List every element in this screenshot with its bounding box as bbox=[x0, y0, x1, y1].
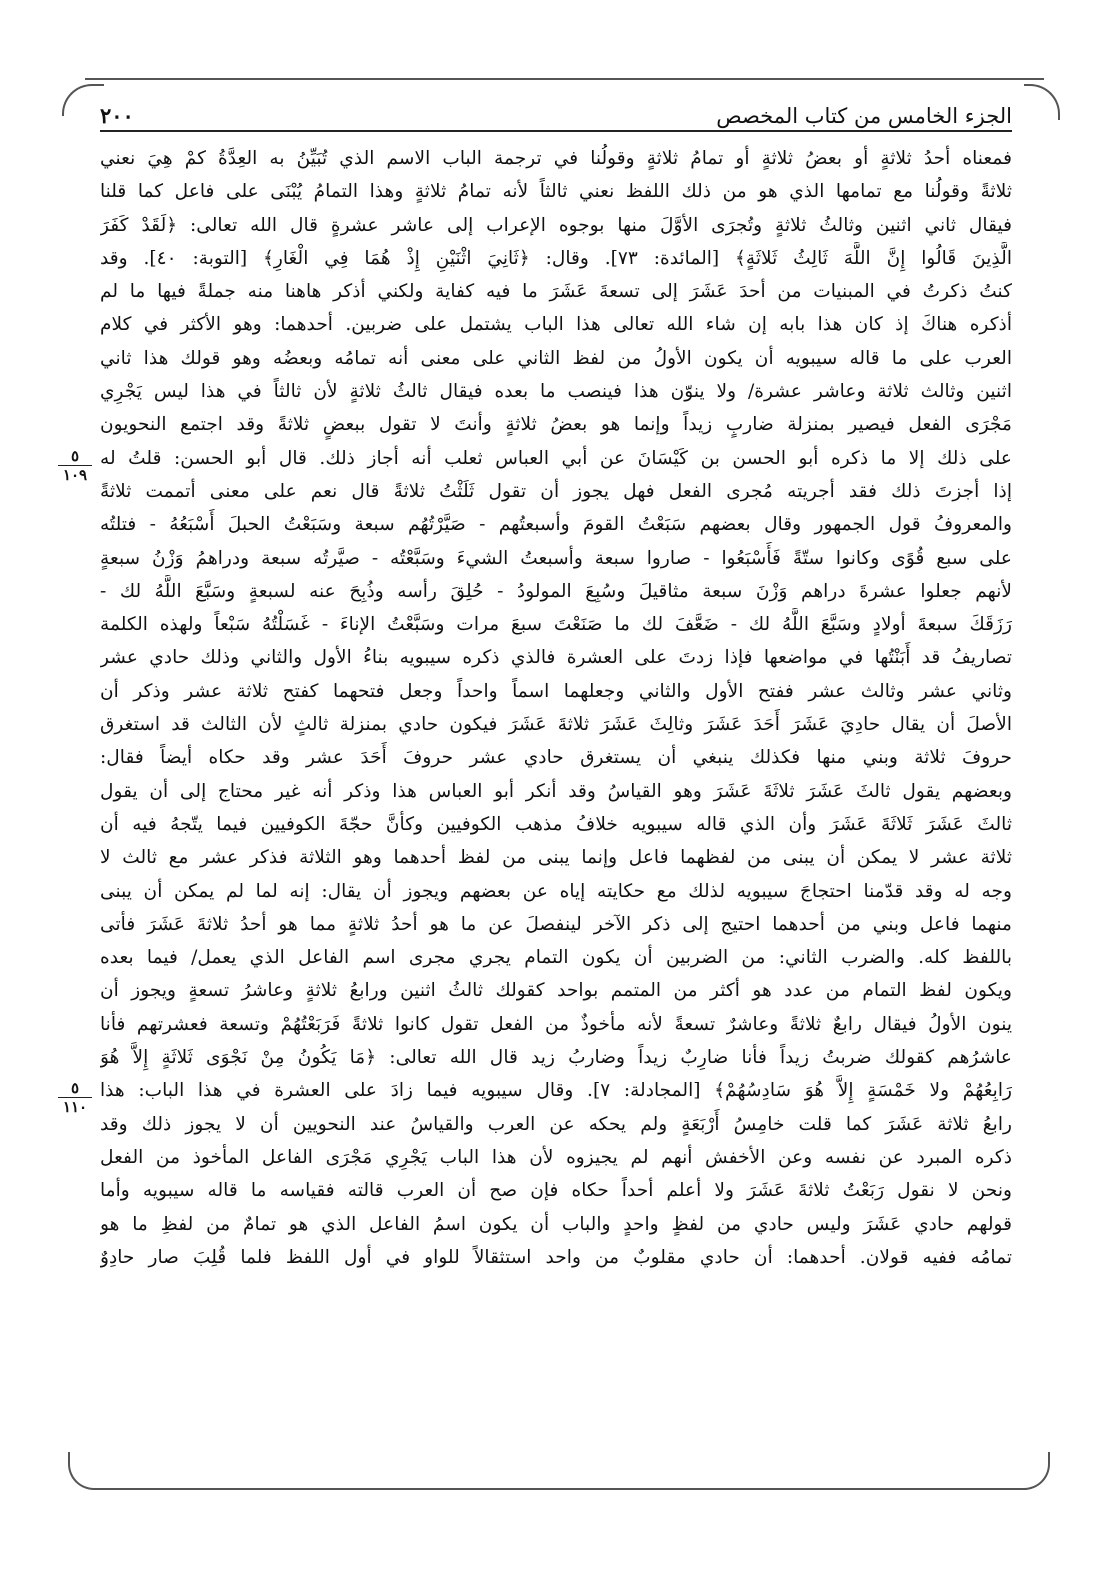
frame-top-rule bbox=[85, 78, 1044, 80]
header-rule bbox=[100, 130, 1012, 132]
text-line: باللفظ كله. والضرب الثاني: من الضربين أن يكون التمام يجري مجرى اسم الفاعل الذي يعمل/ فيما بعده bbox=[100, 947, 1012, 969]
text-line: ينون الأولُ فيقال رابعٌ ثلاثةً وعاشرٌ تسعةً لأنه مأخوذٌ من الفعل تقول كانوا ثلاثةً فَرَبَعْتُهُمْ وتسعة فعشرتهم فأنا bbox=[100, 1013, 1012, 1035]
text-line: لأنهم جعلوا عشرةَ دراهم وَزْنَ سبعة مثاقيلَ وسُبِعَ المولودُ - حُلِقَ رأسه وذُبِحَ عنه لسبعةٍ وسَبَّعَ اللَّهُ لك - bbox=[100, 580, 1012, 602]
margin-folio-note: ٥ ١١٠ bbox=[58, 1080, 92, 1115]
text-line: ثلاثة عشر لا يمكن أن يبنى من لفظهما فاعل وإنما يبنى من لفظ أحدهما وهو الثلاثة فذكر عشر مع ثالث لا bbox=[100, 847, 1012, 869]
text-line: عاشرُهم كقولك ضربتُ زيداً فأنا ضارِبٌ زيداً وضاربُ زيد قال الله تعالى: ﴿مَا يَكُونُ مِنْ نَجْوَى ثَلاثَةٍ إِلاَّ هُوَ bbox=[100, 1047, 1012, 1069]
text-line: منهما فاعل وبني من أحدهما احتيج إلى ذكر الآخر لينفصلَ عن ما هو أحدُ ثلاثةٍ مما هو أحدُ ثلاثةَ عَشَرَ فأتى bbox=[100, 913, 1012, 935]
text-line: رابعُ ثلاثة عَشَرَ كما قلت خامِسُ أَرْبَعَةٍ ولم يحكه عن العرب والقياسُ عند النحويين أن لا يجوز ذلك وقد bbox=[100, 1113, 1012, 1135]
margin-folio-note: ٥ ١٠٩ bbox=[58, 448, 92, 483]
text-line: ثالثَ عَشَرَ ثَلاثَةَ عَشَرَ وأن الذي قاله سيبويه خلافُ مذهب الكوفيين وكأنَّ حجّةَ الكوفيين فيما يتّجهُ فيه أن bbox=[100, 813, 1012, 835]
text-line: وجه له وقد قدّمنا احتجاجَ سيبويه لذلك مع حكايته إياه عن بعضهم ويجوز أن يقال: إنه لما لم يمكن أن يبنى bbox=[100, 880, 1012, 902]
text-line: رَابِعُهُمْ ولا خَمْسَةٍ إِلاَّ هُوَ سَادِسُهُمْ﴾ [المجادلة: ٧]. وقال سيبويه فيما زادَ على العشرة في هذا الباب: هذا bbox=[100, 1080, 1012, 1102]
text-line: وثاني عشر وثالث عشر ففتح الأول والثاني وجعلهما اسماً واحداً وجعل فتحهما كفتح ثلاثة عشر وذكر أن bbox=[100, 680, 1012, 702]
text-line: ذكره المبرد عن نفسه وعن الأخفش أنهم لم يجيزوه لأن هذا الباب يَجْرِي مَجْرَى الفاعل المأخوذ من الفعل bbox=[100, 1146, 1012, 1168]
text-line: مَجْرَى الفعل فيصير بمنزلة ضاربٍ زيداً وإنما هو بعضُ ثلاثةٍ وأنتَ لا تقول ببعضٍ ثلاثةً وقد اجتمع النحويون bbox=[100, 414, 1012, 436]
text-line: اثنين وثالث ثلاثة وعاشر عشرة/ ولا ينوّن هذا فينصب ما بعده فيقال ثالثُ ثلاثةٍ لأن ثالثاً في هذا ليس يَجْرِي bbox=[100, 381, 1012, 403]
text-line: ثلاثةً وقولُنا مع تمامها الذي هو من ذلك اللفظ نعني ثالثاً لأنه تمامُ ثلاثةٍ وهذا التمامُ يُبْنَى على فاعل كما قلنا bbox=[100, 181, 1012, 203]
page-number: ٢٠٠ bbox=[100, 103, 134, 128]
text-line: كنتُ ذكرتُ في المبنيات من أحدَ عَشَرَ إلى تسعةَ عَشَرَ ما فيه كفاية ولكني أذكر هاهنا منه جملةً فيها ما لم bbox=[100, 281, 1012, 303]
text-line: الأصلَ أن يقال حادِيَ عَشَرَ أَحَدَ عَشَرَ وثالِثَ عَشَرَ ثلاثةَ عَشَرَ فيكون حادي بمنزلة ثالثٍ لأن الثالث قد استغرق bbox=[100, 714, 1012, 736]
text-line: فيقال ثاني اثنين وثالثُ ثلاثةٍ وتُجرَى الأوَّلَ منها بوجوه الإعراب إلى عاشر عشرةٍ قال الله تعالى: ﴿لَقَدْ كَفَرَ bbox=[100, 214, 1012, 236]
text-line: على سبع قُوًى وكانوا ستّةً فَأَسْبَعُوا - صاروا سبعة وأسبعتُ الشيءَ وسَبَّعْتُه - صيَّرتُه سبعة ودراهمُ وَزْنُ سبعةٍ bbox=[100, 547, 1012, 569]
text-line: رَزَقَكَ سبعةَ أولادٍ وسَبَّعَ اللَّهُ لك - ضَعَّفَ لك ما صَنَعْتَ سبعَ مرات وسَبَّعْتُ الإناءَ - غَسَلْتُهُ سَبْعاً ولهذه الكلمة bbox=[100, 614, 1012, 636]
text-line: إذا أجزتَ ذلك فقد أجريته مُجرى الفعل فهل يجوز أن تقول ثَلَثْتُ ثلاثةً قال نعم على معنى أتممت ثلاثةً bbox=[100, 480, 1012, 502]
text-line: وبعضهم يقول ثالثَ عَشَرَ ثلاثَةَ عَشَرَ وهو القياسُ وقد أنكر أبو العباس هذا وذكر أنه غير محتاج إلى أن يقول bbox=[100, 780, 1012, 802]
frame-bottom-rule bbox=[95, 1488, 1027, 1490]
page-header bbox=[100, 92, 1012, 128]
frame-corner-ornament bbox=[1024, 84, 1060, 120]
text-line: قولهم حادي عَشَرَ وليس حادي من لفظٍ واحدٍ والباب أن يكون اسمُ الفاعل الذي هو تمامٌ من لفظِ ما هو bbox=[100, 1213, 1012, 1235]
text-line: الَّذِينَ قَالُوا إِنَّ اللَّهَ ثَالِثُ ثَلاثَةٍ﴾ [المائدة: ٧٣]. وقال: ﴿ثَانِيَ اثْنَيْنِ إِذْ هُمَا فِي الْغَارِ﴾ [التوبة: ٤٠]. وقد bbox=[100, 247, 1012, 269]
text-line: على ذلك إلا ما ذكره أبو الحسن بن كَيْسَانَ عن أبي العباس ثعلب أنه أجاز ذلك. قال أبو الحسن: قلتُ له bbox=[100, 447, 1012, 469]
text-line: ونحن لا نقول رَبَعْتُ ثلاثةَ عَشَرَ ولا أعلم أحداً حكاه فإن صح أن العرب قالته فقياسه ما قاله سيبويه وأما bbox=[100, 1180, 1012, 1202]
text-line: ويكون لفظ التمام من عدد هو أكثر من المتمم بواحد كقولك ثالثُ اثنين ورابعُ ثلاثةٍ وعاشرُ تسعةٍ ويجوز أن bbox=[100, 980, 1012, 1002]
text-line: أذكره هناكَ إذ كان هذا بابه إن شاء الله تعالى هذا الباب يشتمل على ضربين. أحدهما: وهو الأكثر في كلام bbox=[100, 314, 1012, 336]
frame-corner-ornament bbox=[62, 84, 104, 116]
body-text bbox=[100, 142, 1012, 1472]
text-line: تصاريفُ قد أَبَنْتُها في مواضعها فإذا زدتَ على العشرة فالذي ذكره سيبويه بناءُ الأول والثاني وذلك حادي عشر bbox=[100, 647, 1012, 669]
frame-corner-ornament bbox=[1014, 1452, 1050, 1490]
text-line: العرب على ما قاله سيبويه أن يكون الأولُ من لفظ الثاني على معنى أنه تمامُه وبعضُه وهو قولك هذا ثاني bbox=[100, 347, 1012, 369]
running-title: الجزء الخامس من كتاب المخصص bbox=[716, 104, 1012, 128]
text-line: فمعناه أحدُ ثلاثةٍ أو بعضُ ثلاثةٍ أو تمامُ ثلاثةٍ وقولُنا في ترجمة الباب الاسم الذي تُبَيِّنُ به العِدَّةُ كمْ هِيَ نعني bbox=[100, 148, 1012, 169]
frame-corner-ornament bbox=[68, 1452, 102, 1490]
text-line: تمامُه ففيه قولان. أحدهما: أن حادي مقلوبٌ من واحد استثقالاً للواو في أول اللفظ فلما قُلِبَ صار حادِوٌ bbox=[100, 1246, 1012, 1268]
text-line: والمعروفُ قول الجمهور وقال بعضهم سَبَعْتُ القومَ وأسبعتُهم - صَيَّرْتُهُم سبعة وسَبَعْتُ الحبلَ أَسْبَعُهُ - فتلتُه bbox=[100, 514, 1012, 536]
text-line: حروفَ ثلاثة وبني منها فكذلك ينبغي أن يستغرق حادي عشر حروفَ أَحَدَ عشر وقد حكاه أيضاً فقال: bbox=[100, 747, 1012, 769]
